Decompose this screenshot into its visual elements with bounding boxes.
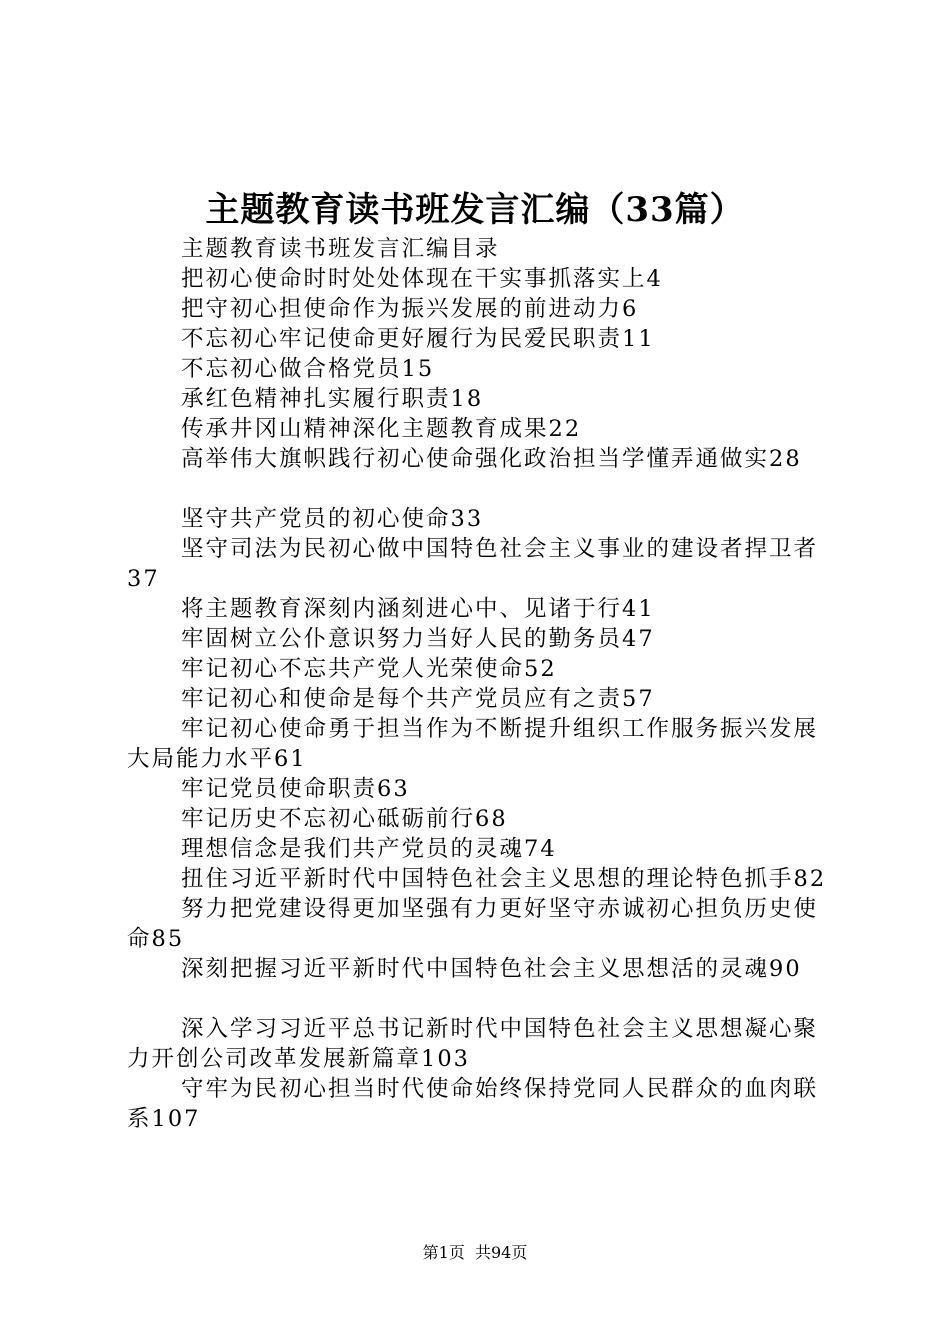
toc-entry: 牢记历史不忘初心砥砺前行68 [181,806,508,832]
toc-entry: 传承井冈山精神深化主题教育成果22 [181,416,582,442]
toc-entry: 把初心使命时时处处体现在干实事抓落实上4 [181,266,663,292]
toc-entry: 高举伟大旗帜践行初心使命强化政治担当学懂弄通做实28 [181,446,802,472]
toc-entry: 深刻把握习近平新时代中国特色社会主义思想活的灵魂90 [181,956,802,982]
toc-entry: 理想信念是我们共产党员的灵魂74 [181,836,557,862]
blank-line [127,474,833,504]
toc-entry: 扭住习近平新时代中国特色社会主义思想的理论特色抓手82 [181,866,827,892]
toc-entry: 牢记初心使命勇于担当作为不断提升组织工作服务振兴发展大局能力水平61 [127,716,819,772]
toc-entry: 深入学习习近平总书记新时代中国特色社会主义思想凝心聚力开创公司改革发展新篇章103 [127,1016,819,1072]
document-title: 主题教育读书班发言汇编（33篇） [205,190,745,230]
toc-entry: 守牢为民初心担当时代使命始终保持党同人民群众的血肉联系107 [127,1076,819,1132]
toc-body [127,234,833,1134]
toc-entry: 牢固树立公仆意识努力当好人民的勤务员47 [181,626,655,652]
toc-entry: 坚守司法为民初心做中国特色社会主义事业的建设者捍卫者37 [127,536,819,592]
toc-entry: 把守初心担使命作为振兴发展的前进动力6 [181,296,639,322]
toc-entry: 将主题教育深刻内涵刻进心中、见诸于行41 [181,596,655,622]
toc-entry: 努力把党建设得更加坚强有力更好坚守赤诚初心担负历史使命85 [127,896,819,952]
toc-entry: 牢记初心不忘共产党人光荣使命52 [181,656,557,682]
blank-line [127,984,833,1014]
toc-heading: 主题教育读书班发言汇编目录 [181,236,500,262]
page-footer: 第1页 共94页 [422,1243,528,1262]
toc-entry: 承红色精神扎实履行职责18 [181,386,484,412]
toc-entry: 牢记党员使命职责63 [181,776,410,802]
toc-entry: 不忘初心牢记使命更好履行为民爱民职责11 [181,326,655,352]
toc-entry: 不忘初心做合格党员15 [181,356,435,382]
toc-entry: 牢记初心和使命是每个共产党员应有之责57 [181,686,655,712]
toc-entry: 坚守共产党员的初心使命33 [181,506,484,532]
